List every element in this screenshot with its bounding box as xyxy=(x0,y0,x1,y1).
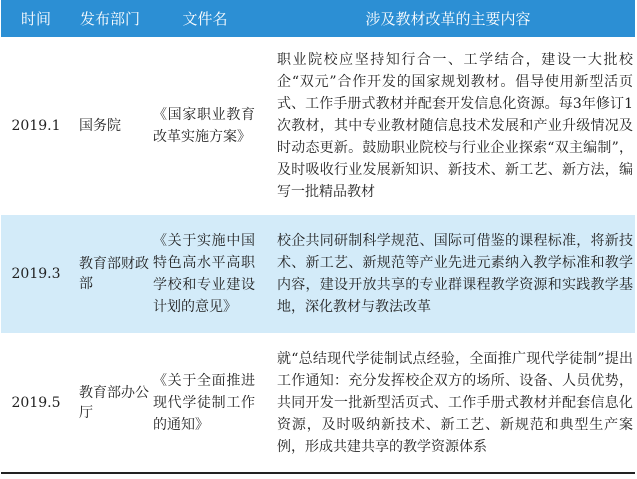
table-row xyxy=(1,37,635,215)
row-doc: 《关于全面推进现代学徒制工作的通知》 xyxy=(153,372,255,433)
table-row xyxy=(1,215,635,333)
header-date: 时间 xyxy=(20,10,51,28)
row-dept: 国务院 xyxy=(79,118,121,134)
row-dept: 教育部财政部 xyxy=(79,256,149,292)
row-date: 2019.1 xyxy=(11,118,61,134)
row-doc: 《国家职业教育改革实施方案》 xyxy=(153,107,255,145)
row-content: 职业院校应坚持知行合一、工学结合，建设一大批校企“双元”合作开发的国家规划教材。倡导使用新型活页式、工作手册式教材并配套开发信息化资源。每3年修订1次教材，其中专业教材随信息技术发展和产业升级情况及时动态更新。鼓励职业院校与行业企业探索“双主编制”，及时吸收行业发展新知识、新技术、新工艺、新方法，编写一批精品教材 xyxy=(277,52,633,200)
row-date: 2019.3 xyxy=(11,266,61,282)
row-dept: 教育部办公厅 xyxy=(79,384,149,421)
row-content: 校企共同研制科学规范、国际可借鉴的课程标准，将新技术、新工艺、新规范等产业先进元素纳入教学标准和教学内容，建设开放共享的专业群课程教学资源和实践教学基地，深化教材与教法改革 xyxy=(277,233,633,315)
row-content: 就“总结现代学徒制试点经验，全面推广现代学徒制”提出工作通知：充分发挥校企双方的场所、设备、人员优势，共同开发一批新型活页式、工作手册式教材并配套信息化资源，及时吸纳新技术、新工艺、新规范和典型生产案例，形成共建共享的教学资源体系 xyxy=(277,350,633,455)
header-content: 涉及教材改革的主要内容 xyxy=(365,10,531,28)
header-dept: 发布部门 xyxy=(79,10,140,28)
table-row xyxy=(1,333,635,473)
table-header-row xyxy=(1,0,635,37)
header-doc: 文件名 xyxy=(182,10,228,28)
row-doc: 《关于实施中国特色高水平高职学校和专业建设计划的意见》 xyxy=(153,233,255,315)
row-date: 2019.5 xyxy=(11,394,61,411)
policy-table xyxy=(1,0,635,474)
